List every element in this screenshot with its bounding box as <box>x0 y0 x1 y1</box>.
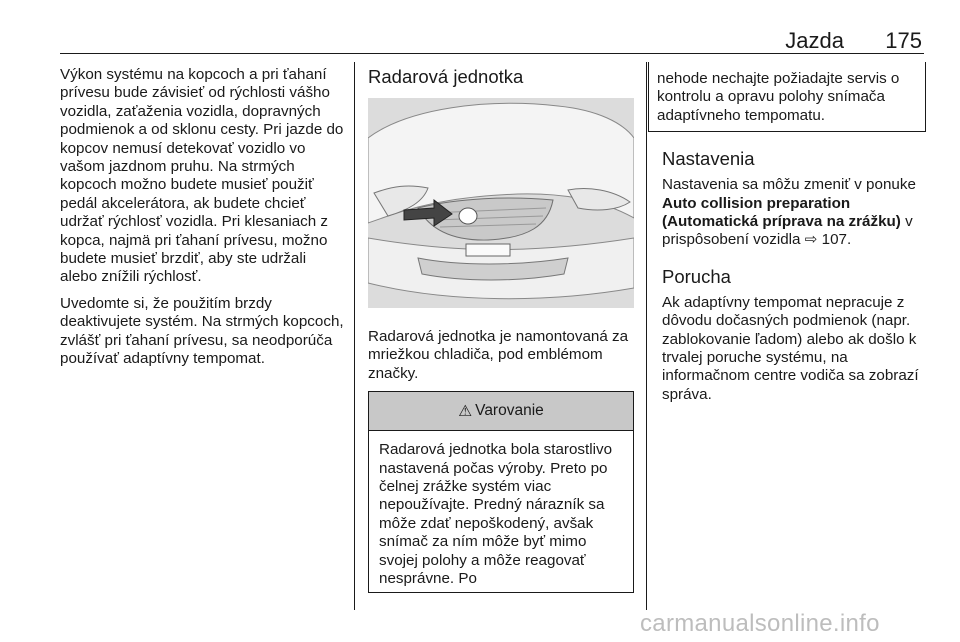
column-divider-2 <box>646 62 647 610</box>
settings-page-ref[interactable]: 107. <box>821 231 852 249</box>
watermark: carmanualsonline.info <box>640 610 880 637</box>
fault-paragraph: Ak adaptívny tempomat nepracuje z dôvodu dočasných podmienok (napr. zablokovanie ľadom) alebo ak došlo k trvalej poruche systému, na informačnom centre vodiča sa zobrazí správa. <box>662 293 919 403</box>
warning-header <box>369 392 633 431</box>
warning-continuation-box <box>648 62 926 132</box>
car-front-drawing <box>368 98 634 308</box>
arrow-ref-icon: ⇨ <box>804 231 818 249</box>
radar-unit-illustration <box>368 98 634 308</box>
page-header <box>0 0 960 56</box>
radar-unit-heading: Radarová jednotka <box>368 66 524 87</box>
column-2 <box>368 66 634 593</box>
settings-paragraph <box>662 176 926 250</box>
warning-box <box>368 391 634 593</box>
settings-text-pre: Nastavenia sa môžu zmeniť v ponuke <box>662 176 916 194</box>
fault-heading: Porucha <box>662 265 731 287</box>
section-title: Jazda <box>785 28 844 53</box>
column-1 <box>60 66 344 377</box>
column-3 <box>657 66 926 412</box>
warning-triangle-icon: ⚠ <box>458 402 473 420</box>
settings-text-post: v prispôsobení vozidla <box>662 213 913 249</box>
warning-continuation-text: nehode nechajte požiadajte servis o kontrolu a opravu polohy snímača adaptívneho tempomatu. <box>657 70 900 124</box>
page-number: 175 <box>885 28 922 53</box>
header-divider <box>60 53 924 54</box>
radar-unit-caption: Radarová jednotka je namontovaná za mriežkou chladiča, pod emblémom značky. <box>368 328 629 382</box>
warning-body <box>369 431 633 588</box>
column-divider-1 <box>354 62 355 610</box>
settings-menu-name: Auto collision preparation (Automatická príprava na zrážku) <box>662 194 901 231</box>
paragraph-brake-deactivation: Uvedomte si, že použitím brzdy deaktivujete systém. Na strmých kopcoch, zvlášť pri ťahaní prívesu, sa neodporúča používať adaptívny tempomat. <box>60 294 344 368</box>
warning-text: Radarová jednotka bola starostlivo nastavená počas výroby. Preto po čelnej zrážke systém viac nepoužívajte. Predný nárazník sa môže zdať nepoškodený, avšak snímač za ním môže byť mimo svojej polohy a môže reagovať nesprávne. Po <box>379 441 613 588</box>
paragraph-hill-performance: Výkon systému na kopcoch a pri ťahaní prívesu bude závisieť od rýchlosti vášho vozidla, zaťaženia vozidla, dopravných podmienok a od sklonu cesty. Pri jazde do kopcov nemusí detekovať vozidlo vo vašom jazdnom pruhu. Na strmých kopcoch možno budete musieť použiť pedál akcelerátora, ak budete chcieť udržať rýchlosť vozidla. Pri klesaniach z kopca, najmä pri ťahaní prívesu, možno budete musieť brzdiť, aby ste udržali alebo znížili rýchlosť. <box>60 66 344 286</box>
settings-heading: Nastavenia <box>662 148 755 170</box>
warning-title: Varovanie <box>475 402 544 420</box>
